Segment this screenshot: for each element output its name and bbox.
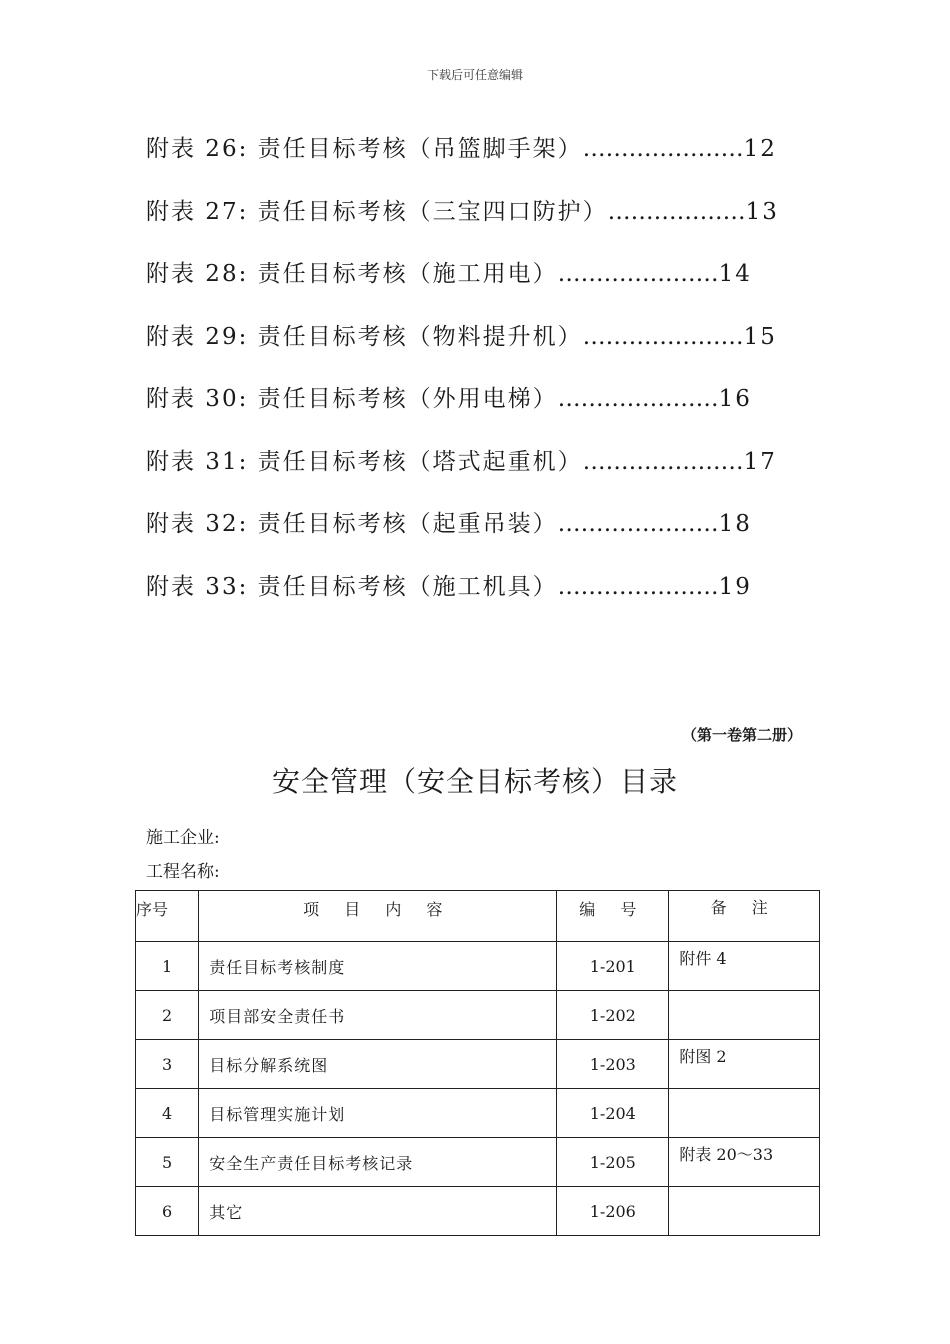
- toc-entry: [146, 316, 796, 379]
- cell-code: 1-201: [557, 942, 669, 991]
- cell-item: 安全生产责任目标考核记录: [199, 1138, 557, 1187]
- page-title: 安全管理（安全目标考核）目录: [271, 765, 678, 798]
- cell-note: 附表 20～33: [669, 1138, 820, 1187]
- toc-entry: [146, 128, 796, 191]
- table-row: [136, 942, 820, 991]
- toc-title: 责任目标考核（三宝四口防护）: [257, 198, 608, 225]
- toc-entry: [146, 441, 796, 504]
- toc-entry: [146, 253, 796, 316]
- toc-title: 责任目标考核（物料提升机）: [257, 323, 583, 350]
- cell-item: 项目部安全责任书: [199, 991, 557, 1040]
- cell-no: 5: [136, 1138, 199, 1187]
- volume-label: （第一卷第二册）: [681, 726, 802, 744]
- table-row: [136, 991, 820, 1040]
- toc-title: 责任目标考核（施工机具）: [257, 573, 558, 600]
- toc-leader: …………………: [582, 136, 744, 162]
- toc-title: 责任目标考核（外用电梯）: [257, 386, 558, 412]
- header-note: 备 注: [669, 891, 820, 942]
- toc-page: 18: [718, 511, 752, 537]
- table-row: [136, 1089, 820, 1138]
- toc-entry: [146, 566, 796, 629]
- table-of-contents: [146, 128, 796, 628]
- cell-item: 责任目标考核制度: [199, 942, 557, 991]
- cell-code: 1-202: [557, 991, 669, 1040]
- cell-item: 目标分解系统图: [199, 1040, 557, 1089]
- toc-leader: …………………: [582, 448, 744, 475]
- cell-note: 附件 4: [669, 942, 820, 991]
- toc-title: 责任目标考核（塔式起重机）: [257, 448, 583, 475]
- toc-leader: …………………: [557, 573, 719, 600]
- toc-page: 14: [718, 261, 752, 287]
- toc-leader: …………………: [557, 261, 719, 287]
- cell-no: 6: [136, 1187, 199, 1236]
- header-item: 项 目 内 容: [199, 891, 557, 942]
- toc-leader: …………………: [582, 323, 744, 350]
- cell-no: 1: [136, 942, 199, 991]
- toc-label: 附表 30:: [146, 386, 249, 412]
- toc-label: 附表 28:: [146, 261, 249, 287]
- table-header-row: [136, 891, 820, 942]
- index-table: [135, 890, 820, 1236]
- toc-title: 责任目标考核（起重吊装）: [257, 511, 558, 537]
- header-no: 序号: [136, 891, 199, 942]
- toc-page: 15: [743, 323, 777, 350]
- page-header: 下载后可任意编辑: [426, 68, 523, 82]
- project-name-field-label: 工程名称:: [146, 862, 220, 882]
- toc-label: 附表 33:: [146, 573, 249, 600]
- cell-no: 3: [136, 1040, 199, 1089]
- company-field-label: 施工企业:: [146, 828, 220, 848]
- header-code: 编 号: [557, 891, 669, 942]
- toc-page: 16: [718, 386, 752, 412]
- toc-leader: …………………: [557, 511, 719, 537]
- cell-code: 1-203: [557, 1040, 669, 1089]
- toc-page: 17: [743, 448, 777, 475]
- toc-label: 附表 32:: [146, 511, 249, 537]
- cell-code: 1-204: [557, 1089, 669, 1138]
- table-row: [136, 1040, 820, 1089]
- toc-page: 12: [743, 136, 777, 162]
- toc-label: 附表 26:: [146, 136, 249, 162]
- cell-note: 附图 2: [669, 1040, 820, 1089]
- cell-item: 目标管理实施计划: [199, 1089, 557, 1138]
- cell-code: 1-206: [557, 1187, 669, 1236]
- cell-item: 其它: [199, 1187, 557, 1236]
- toc-entry: [146, 378, 796, 441]
- toc-title: 责任目标考核（施工用电）: [257, 261, 558, 287]
- toc-entry: [146, 503, 796, 566]
- cell-code: 1-205: [557, 1138, 669, 1187]
- cell-no: 2: [136, 991, 199, 1040]
- cell-no: 4: [136, 1089, 199, 1138]
- toc-title: 责任目标考核（吊篮脚手架）: [257, 136, 583, 162]
- toc-leader: …………………: [557, 386, 719, 412]
- toc-leader: ………………: [607, 198, 746, 225]
- toc-page: 13: [745, 198, 779, 225]
- toc-page: 19: [718, 573, 752, 600]
- cell-note: [669, 1187, 820, 1236]
- cell-note: [669, 1089, 820, 1138]
- toc-label: 附表 29:: [146, 323, 249, 350]
- toc-label: 附表 27:: [146, 198, 249, 225]
- table-row: [136, 1138, 820, 1187]
- table-row: [136, 1187, 820, 1236]
- toc-label: 附表 31:: [146, 448, 249, 475]
- toc-entry: [146, 191, 796, 254]
- cell-note: [669, 991, 820, 1040]
